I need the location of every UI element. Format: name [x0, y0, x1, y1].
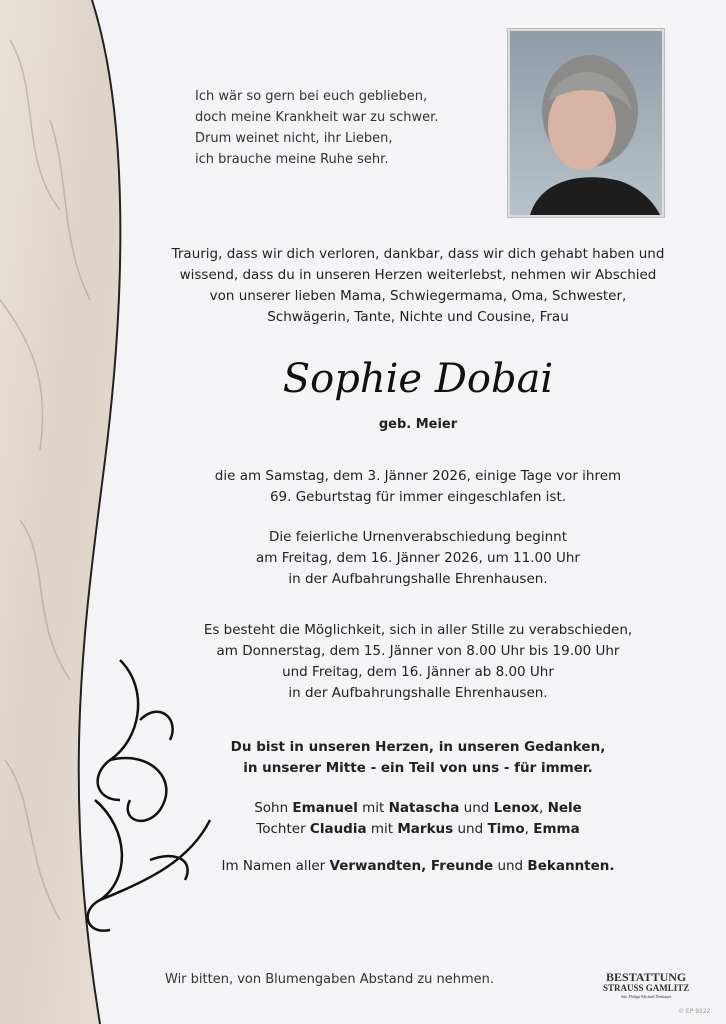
- text: Im Namen aller: [221, 858, 330, 874]
- text: Claudia: [309, 821, 367, 837]
- portrait-photo: [507, 28, 665, 218]
- text: Natascha: [388, 800, 460, 816]
- poem-line: doch meine Krankheit war zu schwer.: [195, 110, 439, 125]
- text: und: [459, 800, 494, 816]
- text-line: Du bist in unseren Herzen, in unseren Gedanken,: [230, 739, 606, 755]
- text: mit: [366, 821, 398, 837]
- family-line: [150, 856, 686, 877]
- text: Timo: [487, 821, 525, 837]
- text: ,: [524, 821, 534, 837]
- text-line: am Donnerstag, dem 15. Jänner von 8.00 Uhr bis 19.00 Uhr: [216, 643, 620, 659]
- text-line: und Freitag, dem 16. Jänner ab 8.00 Uhr: [282, 664, 554, 680]
- text: Lenox: [493, 800, 539, 816]
- intro-line: von unserer lieben Mama, Schwiegermama, Oma, Schwester,: [209, 288, 627, 304]
- text-line: 69. Geburtstag für immer eingeschlafen ist.: [269, 489, 567, 505]
- logo-line: STRAUSS GAMLITZ: [603, 983, 690, 993]
- text: ,: [538, 800, 548, 816]
- intro-line: wissend, dass du in unseren Herzen weiterlebst, nehmen wir Abschied: [179, 267, 657, 283]
- intro-line: Traurig, dass wir dich verloren, dankbar, dass wir dich gehabt haben und: [171, 246, 665, 262]
- motto: [150, 737, 686, 779]
- intro-line: Schwägerin, Tante, Nichte und Cousine, Frau: [267, 309, 569, 325]
- text: Bekannten.: [527, 858, 615, 874]
- text-line: am Freitag, dem 16. Jänner 2026, um 11.00 Uhr: [256, 550, 580, 566]
- funeral-home-logo: [603, 972, 689, 999]
- poem-line: ich brauche meine Ruhe sehr.: [195, 152, 389, 167]
- text: Tochter: [256, 821, 310, 837]
- text-line: in der Aufbahrungshalle Ehrenhausen.: [288, 571, 548, 587]
- text: und: [453, 821, 488, 837]
- text-line: in der Aufbahrungshalle Ehrenhausen.: [288, 685, 548, 701]
- poem-line: Drum weinet nicht, ihr Lieben,: [195, 131, 393, 146]
- ceremony-info: [150, 527, 686, 590]
- text: Sohn: [254, 800, 293, 816]
- text: Emma: [533, 821, 580, 837]
- flower-notice: Wir bitten, von Blumengaben Abstand zu nehmen.: [165, 972, 495, 987]
- document-code: © EP 9122: [678, 1008, 711, 1015]
- deceased-name: Sophie Dobai: [282, 356, 554, 402]
- poem-line: Ich wär so gern bei euch geblieben,: [195, 89, 428, 104]
- text-line: Die feierliche Urnenverabschiedung beginnt: [269, 529, 567, 545]
- text: Verwandten, Freunde: [329, 858, 494, 874]
- text: mit: [357, 800, 389, 816]
- poem: [195, 86, 438, 170]
- family-line: [150, 798, 686, 819]
- family-line: [150, 819, 686, 840]
- logo-line: Inh. Philipp-Michael Neubauer: [621, 994, 672, 999]
- death-notice: [150, 466, 686, 508]
- maiden-name: geb. Meier: [378, 417, 458, 432]
- family-list: [150, 798, 686, 877]
- text-line: Es besteht die Möglichkeit, sich in aller Stille zu verabschieden,: [203, 622, 633, 638]
- text-line: die am Samstag, dem 3. Jänner 2026, einige Tage vor ihrem: [214, 468, 622, 484]
- text-line: in unserer Mitte - ein Teil von uns - für immer.: [243, 760, 593, 776]
- text: Markus: [397, 821, 454, 837]
- logo-line: BESTATTUNG: [606, 970, 687, 984]
- text: Nele: [547, 800, 582, 816]
- intro-text: [150, 244, 686, 328]
- text: und: [493, 858, 528, 874]
- text: Emanuel: [292, 800, 358, 816]
- viewing-info: [150, 620, 686, 704]
